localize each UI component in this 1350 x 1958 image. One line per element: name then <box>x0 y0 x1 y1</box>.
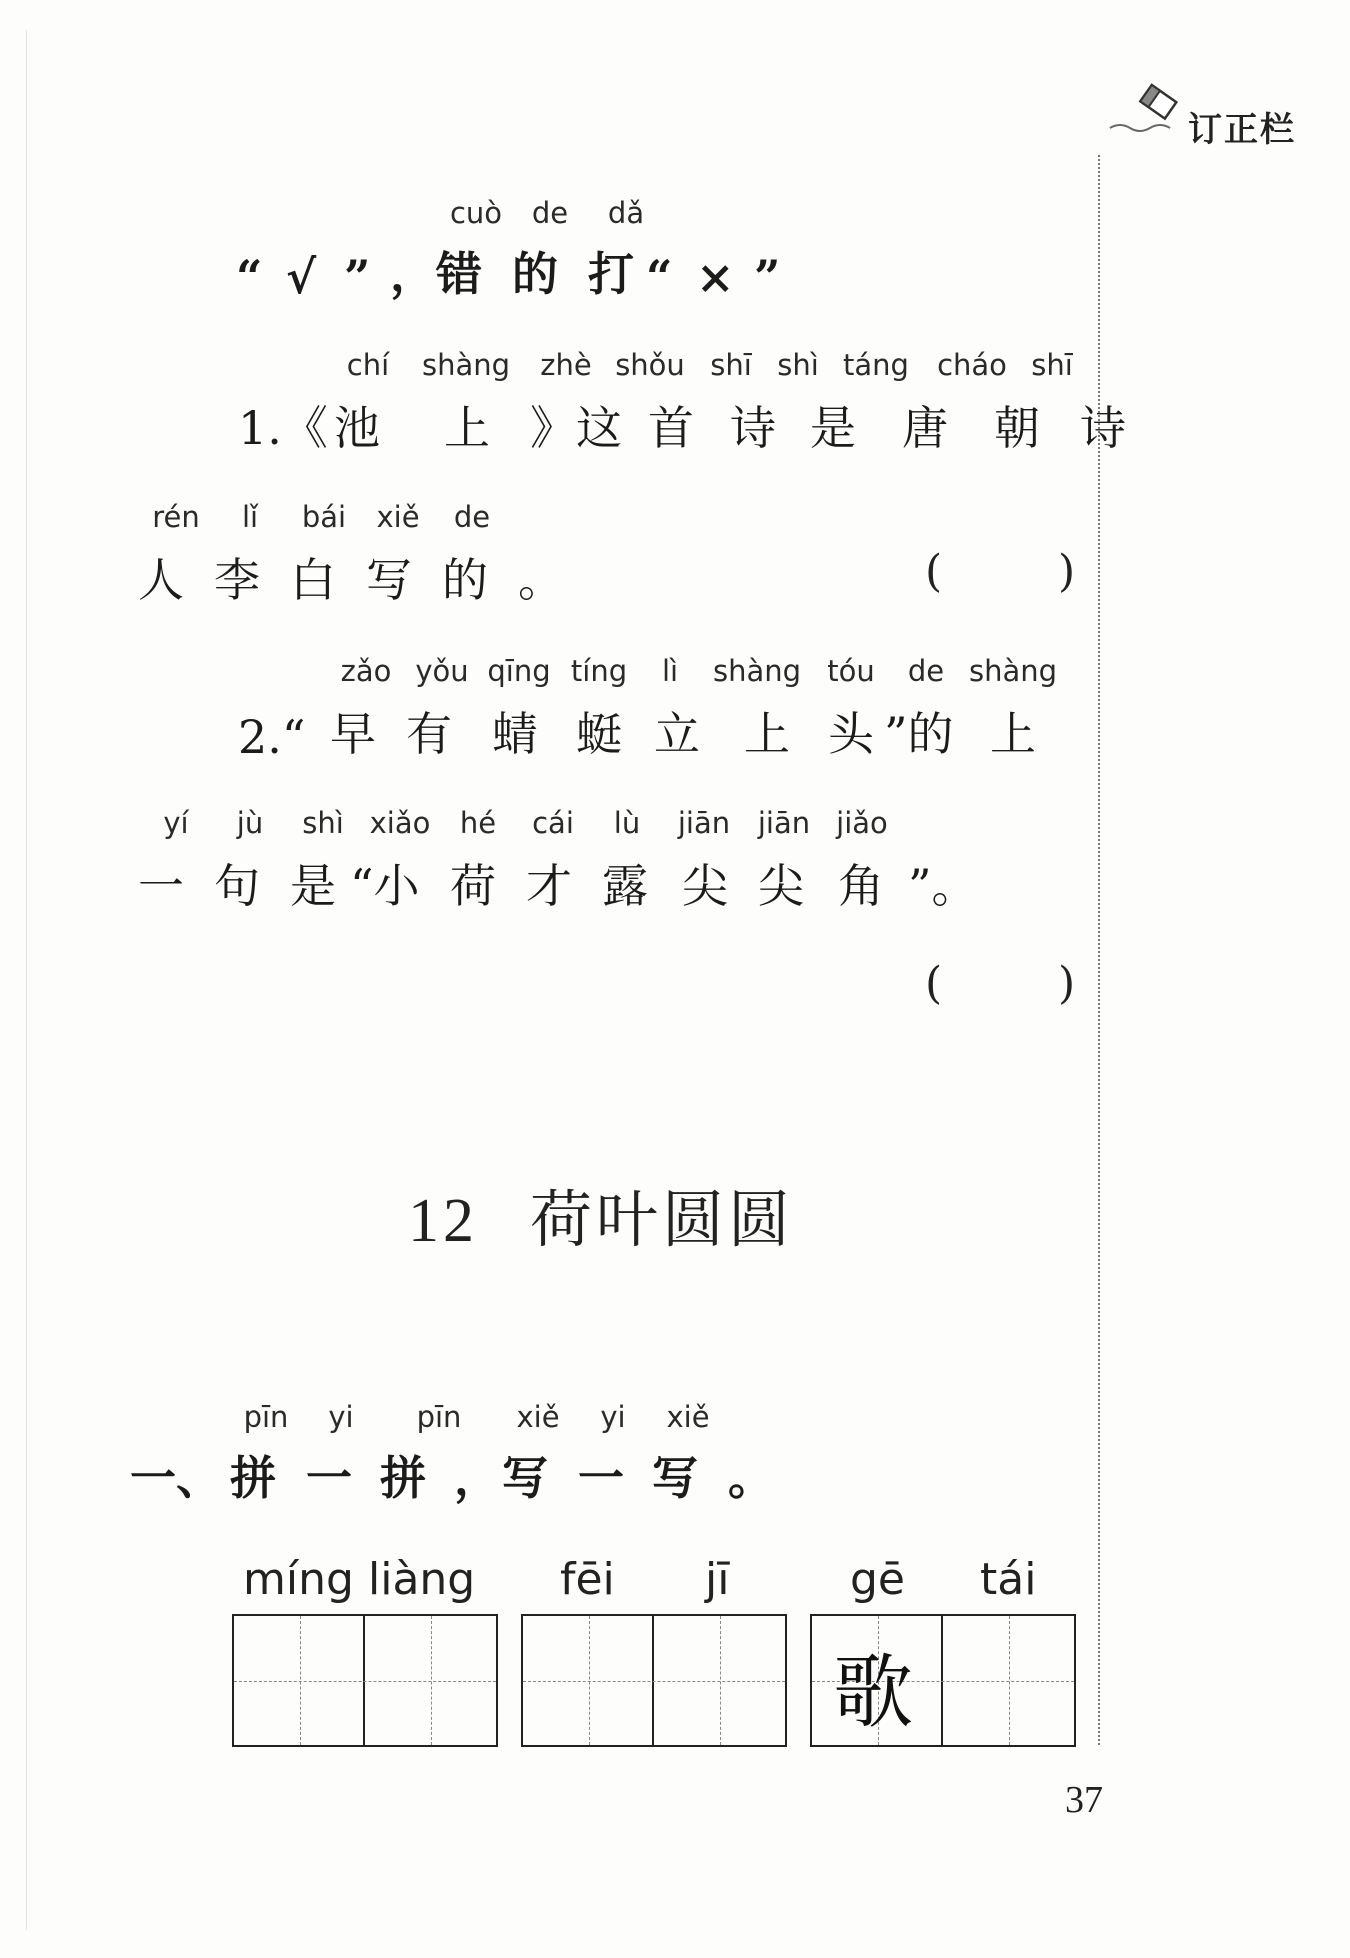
pinyin: táng <box>843 348 909 382</box>
pinyin: hé <box>459 806 497 840</box>
hanzi: ， <box>390 247 436 301</box>
cross-symbol: × <box>696 250 735 304</box>
hanzi: 是 <box>290 859 336 913</box>
hanzi: 是 <box>810 401 856 455</box>
lesson-name: 荷叶圆圆 <box>530 1183 795 1256</box>
hanzi: 早 <box>330 707 376 761</box>
writing-grid-2[interactable] <box>521 1614 787 1747</box>
hanzi: 2.“ <box>238 710 306 764</box>
hanzi: 立 <box>654 707 700 761</box>
pinyin: shàng <box>712 654 802 688</box>
hanzi: ”。 <box>908 859 978 913</box>
hanzi: 一 <box>306 1451 352 1505</box>
hanzi: 写 <box>502 1451 548 1505</box>
hanzi: ”的 <box>884 707 954 761</box>
pinyin: lǐ <box>241 500 259 534</box>
pinyin: yǒu <box>415 654 469 688</box>
pinyin: cuò <box>449 196 503 230</box>
hanzi: 上 <box>744 707 790 761</box>
grid-pinyin: tái <box>980 1554 1037 1605</box>
hanzi: 角 <box>838 859 884 913</box>
pinyin: shǒu <box>615 348 685 382</box>
pinyin: rén <box>152 500 200 534</box>
grid-pinyin: gē <box>850 1554 905 1605</box>
pinyin: cháo <box>937 348 1007 382</box>
grid-pinyin: liàng <box>368 1554 476 1605</box>
q1-line-2 <box>138 544 564 610</box>
pinyin: xiě <box>516 1400 560 1434</box>
lesson-title <box>408 1170 794 1259</box>
hanzi: 尖 <box>758 859 804 913</box>
pinyin: jù <box>236 806 264 840</box>
hanzi: 拼 <box>380 1451 426 1505</box>
pinyin: shàng <box>421 348 511 382</box>
hanzi: 人 <box>138 553 184 607</box>
hanzi: 荷 <box>450 859 496 913</box>
pinyin: pīn <box>416 1400 462 1434</box>
hanzi: 头 <box>828 707 874 761</box>
hanzi: 唐 <box>902 401 948 455</box>
pinyin: shì <box>302 806 344 840</box>
pinyin: jiān <box>757 806 811 840</box>
hanzi: 有 <box>406 707 452 761</box>
guide-line <box>523 1681 785 1682</box>
correction-column-label: 订正栏 <box>1188 110 1296 150</box>
hanzi: 李 <box>214 553 260 607</box>
answer-paren-open: ( <box>925 546 943 597</box>
hanzi: 露 <box>602 859 648 913</box>
hanzi: “ <box>236 250 263 304</box>
pinyin: cái <box>532 806 574 840</box>
hanzi: 池 <box>334 401 380 455</box>
pinyin: tíng <box>570 654 628 688</box>
hanzi: 蜻 <box>492 707 538 761</box>
hanzi: 打 <box>588 247 634 301</box>
q1-pinyin-row-2 <box>138 500 510 534</box>
pinyin: shì <box>777 348 819 382</box>
hanzi: 。 <box>518 553 564 607</box>
intro-pinyin-row <box>440 196 664 230</box>
answer-paren-close: ) <box>1058 546 1076 597</box>
pinyin: lì <box>661 654 679 688</box>
pinyin: xiě <box>666 1400 710 1434</box>
pinyin: de <box>531 196 569 230</box>
answer-paren-close: ) <box>1058 958 1076 1009</box>
page-margin-line <box>26 30 27 1930</box>
checkmark-symbol: √ <box>286 250 317 304</box>
prefilled-character: 歌 <box>833 1646 913 1739</box>
hanzi: 一 <box>138 859 184 913</box>
q1-pinyin-row-1 <box>332 348 1082 382</box>
hanzi: 。 <box>728 1451 774 1505</box>
hanzi: 写 <box>366 553 412 607</box>
hanzi: 白 <box>290 553 336 607</box>
q1-line-1 <box>238 392 1140 458</box>
hanzi: 的 <box>442 553 488 607</box>
hanzi: “ <box>646 250 673 304</box>
hanzi: 诗 <box>730 401 776 455</box>
hanzi: 一 <box>578 1451 624 1505</box>
q2-pinyin-row-2 <box>138 806 900 840</box>
pinyin: xiě <box>376 500 420 534</box>
pinyin: zhè <box>540 348 592 382</box>
q2-pinyin-row-1 <box>328 654 1062 688</box>
hanzi: 拼 <box>230 1451 276 1505</box>
hanzi: 朝 <box>994 401 1040 455</box>
q2-line-2 <box>138 850 978 916</box>
intro-instruction-line <box>236 238 794 304</box>
pinyin: shàng <box>968 654 1058 688</box>
pinyin: qīng <box>487 654 551 688</box>
hanzi: 蜓 <box>576 707 622 761</box>
hanzi: 尖 <box>682 859 728 913</box>
hanzi: ” <box>754 250 781 304</box>
hanzi: 上 <box>444 401 490 455</box>
section1-heading <box>130 1442 774 1508</box>
pinyin: shī <box>710 348 752 382</box>
pinyin: shī <box>1031 348 1073 382</box>
pinyin: jiān <box>677 806 731 840</box>
pinyin: lù <box>613 806 641 840</box>
hanzi: 一、 <box>130 1451 222 1505</box>
pinyin: jiǎo <box>836 806 888 840</box>
pinyin: dǎ <box>607 196 645 230</box>
hanzi: 上 <box>990 707 1036 761</box>
section1-pinyin-row <box>228 1400 726 1434</box>
pinyin: xiǎo <box>369 806 431 840</box>
pinyin: zǎo <box>340 654 392 688</box>
pinyin: bái <box>301 500 347 534</box>
pinyin: yi <box>600 1400 626 1434</box>
page-number: 37 <box>1065 1779 1103 1821</box>
pinyin: de <box>453 500 491 534</box>
hanzi: 》这 <box>530 401 622 455</box>
hanzi: 句 <box>214 859 260 913</box>
pinyin: chí <box>346 348 390 382</box>
hanzi: “小 <box>350 859 420 913</box>
grid-pinyin: míng <box>243 1554 354 1605</box>
pinyin: yi <box>328 1400 354 1434</box>
pinyin: tóu <box>827 654 875 688</box>
pencil-eraser-icon <box>1108 80 1190 140</box>
pinyin: pīn <box>243 1400 289 1434</box>
hanzi: 诗 <box>1080 401 1126 455</box>
hanzi: 错 <box>436 247 482 301</box>
pinyin: yí <box>163 806 189 840</box>
grid-pinyin: jī <box>705 1554 730 1605</box>
hanzi: 1.《 <box>238 401 328 455</box>
hanzi: 首 <box>648 401 694 455</box>
hanzi: ” <box>344 250 371 304</box>
writing-grid-1[interactable] <box>232 1614 498 1747</box>
answer-paren-open: ( <box>925 958 943 1009</box>
pinyin: de <box>907 654 945 688</box>
guide-line <box>234 1681 496 1682</box>
q2-line-1 <box>238 698 1050 764</box>
lesson-number: 12 <box>408 1187 478 1255</box>
hanzi: 写 <box>652 1451 698 1505</box>
hanzi: 的 <box>512 247 558 301</box>
hanzi: 才 <box>526 859 572 913</box>
hanzi: ， <box>454 1451 500 1505</box>
grid-pinyin: fēi <box>560 1554 615 1605</box>
